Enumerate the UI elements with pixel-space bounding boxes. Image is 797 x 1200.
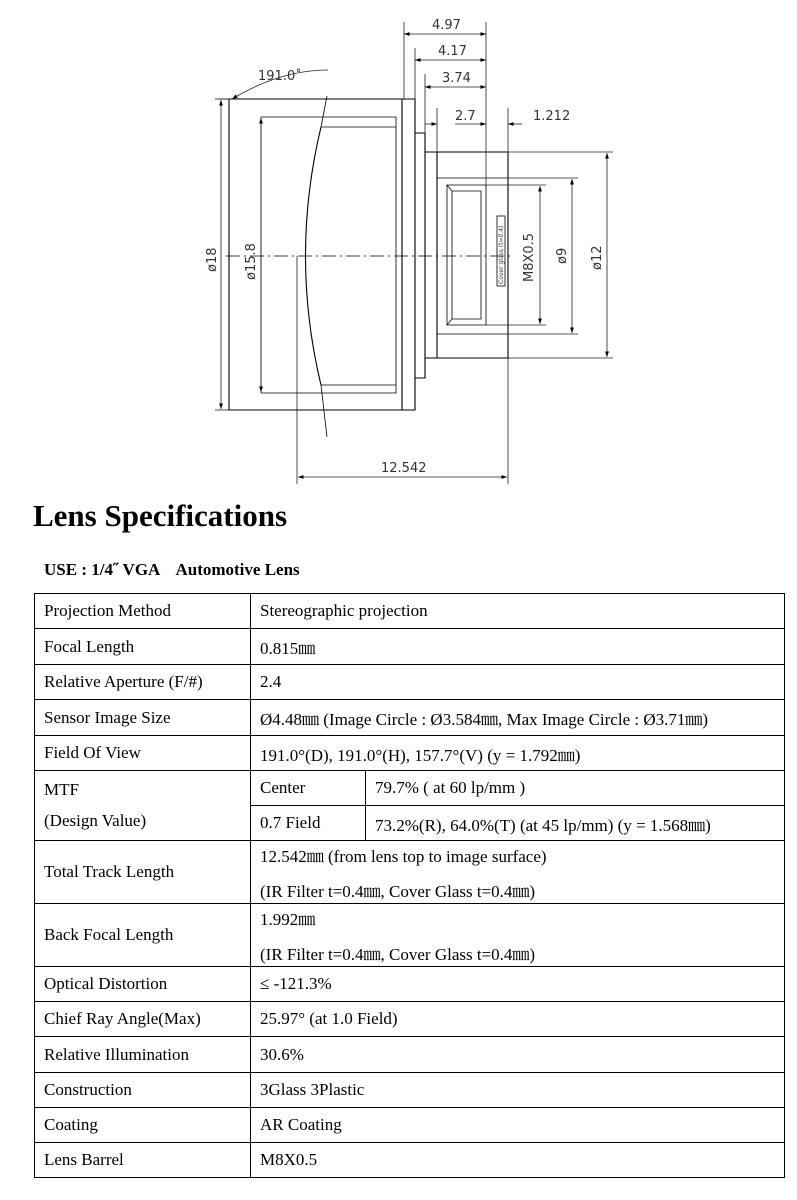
housing-flange bbox=[402, 99, 415, 410]
bfl-line-2: (IR Filter t=0.4㎜, Cover Glass t=0.4㎜) bbox=[260, 945, 536, 964]
dim-m8: M8X0.5 bbox=[522, 232, 537, 282]
row-label: Field Of View bbox=[35, 736, 251, 771]
row-label: Relative Aperture (F/#) bbox=[35, 665, 251, 700]
dim-d18: ø18 bbox=[205, 247, 220, 272]
mtf-field-label: 0.7 Field bbox=[251, 806, 366, 841]
table-row bbox=[35, 841, 785, 904]
spec-table bbox=[34, 593, 785, 1178]
row-value: 30.6% bbox=[251, 1037, 785, 1073]
lens-drawing bbox=[0, 0, 797, 500]
dim-length: 12.542 bbox=[381, 461, 427, 476]
row-value: 191.0°(D), 191.0°(H), 157.7°(V) (y = 1.792㎜) bbox=[251, 736, 785, 771]
table-row bbox=[35, 629, 785, 665]
row-value: Stereographic projection bbox=[251, 594, 785, 629]
table-row bbox=[35, 1108, 785, 1143]
dim-angle: 191.0˚ bbox=[258, 69, 302, 84]
step-section bbox=[415, 133, 425, 378]
row-label bbox=[35, 771, 251, 841]
row-value: ≤ -121.3% bbox=[251, 967, 785, 1002]
dim-3-74: 3.74 bbox=[442, 71, 471, 86]
dim-2-7: 2.7 bbox=[455, 109, 476, 124]
row-label: Relative Illumination bbox=[35, 1037, 251, 1073]
row-label: Optical Distortion bbox=[35, 967, 251, 1002]
use-line: USE : 1/4˝ VGA Automotive Lens bbox=[44, 560, 300, 579]
row-label: Chief Ray Angle(Max) bbox=[35, 1002, 251, 1037]
dim-d12: ø12 bbox=[590, 245, 605, 270]
row-value: 25.97° (at 1.0 Field) bbox=[251, 1002, 785, 1037]
dim-d15-8: ø15.8 bbox=[244, 243, 259, 280]
dim-4-17: 4.17 bbox=[438, 44, 467, 59]
ttl-line-2: (IR Filter t=0.4㎜, Cover Glass t=0.4㎜) bbox=[260, 882, 536, 901]
dim-4-97: 4.97 bbox=[432, 18, 461, 33]
mtf-center-value: 79.7% ( at 60 lp/mm ) bbox=[366, 771, 785, 806]
row-label: Focal Length bbox=[35, 629, 251, 665]
table-row bbox=[35, 1073, 785, 1108]
table-row bbox=[35, 665, 785, 700]
mtf-label: MTF bbox=[44, 780, 79, 799]
thread-body bbox=[447, 185, 486, 325]
mtf-field-value: 73.2%(R), 64.0%(T) (at 45 lp/mm) (y = 1.568㎜) bbox=[366, 806, 785, 841]
row-value: Ø4.48㎜ (Image Circle : Ø3.584㎜, Max Image Circle : Ø3.71㎜) bbox=[251, 700, 785, 736]
inner-bore bbox=[261, 117, 396, 393]
row-value: 3Glass 3Plastic bbox=[251, 1073, 785, 1108]
table-row bbox=[35, 1002, 785, 1037]
mtf-center-label: Center bbox=[251, 771, 366, 806]
table-row bbox=[35, 736, 785, 771]
row-value: 0.815㎜ bbox=[251, 629, 785, 665]
dim-d9: ø9 bbox=[555, 247, 570, 264]
table-row bbox=[35, 700, 785, 736]
ttl-line-1: 12.542㎜ (from lens top to image surface) bbox=[260, 847, 547, 866]
table-row bbox=[35, 904, 785, 967]
table-row bbox=[35, 771, 785, 806]
table-row bbox=[35, 1143, 785, 1178]
dim-1-212: 1.212 bbox=[533, 109, 571, 124]
row-label: Coating bbox=[35, 1108, 251, 1143]
row-label: Construction bbox=[35, 1073, 251, 1108]
row-value bbox=[251, 841, 785, 904]
table-row bbox=[35, 967, 785, 1002]
mtf-sublabel: (Design Value) bbox=[44, 811, 147, 830]
table-row bbox=[35, 1037, 785, 1073]
row-label: Lens Barrel bbox=[35, 1143, 251, 1178]
row-label: Projection Method bbox=[35, 594, 251, 629]
row-label: Sensor Image Size bbox=[35, 700, 251, 736]
row-value: 2.4 bbox=[251, 665, 785, 700]
cover-glass-label: Cover glass (t=0.4) bbox=[498, 225, 505, 284]
row-label: Total Track Length bbox=[35, 841, 251, 904]
row-label: Back Focal Length bbox=[35, 904, 251, 967]
row-value bbox=[251, 904, 785, 967]
bfl-line-1: 1.992㎜ bbox=[260, 910, 316, 929]
row-value: M8X0.5 bbox=[251, 1143, 785, 1178]
page-title: Lens Specifications bbox=[33, 498, 288, 533]
table-row bbox=[35, 594, 785, 629]
row-value: AR Coating bbox=[251, 1108, 785, 1143]
